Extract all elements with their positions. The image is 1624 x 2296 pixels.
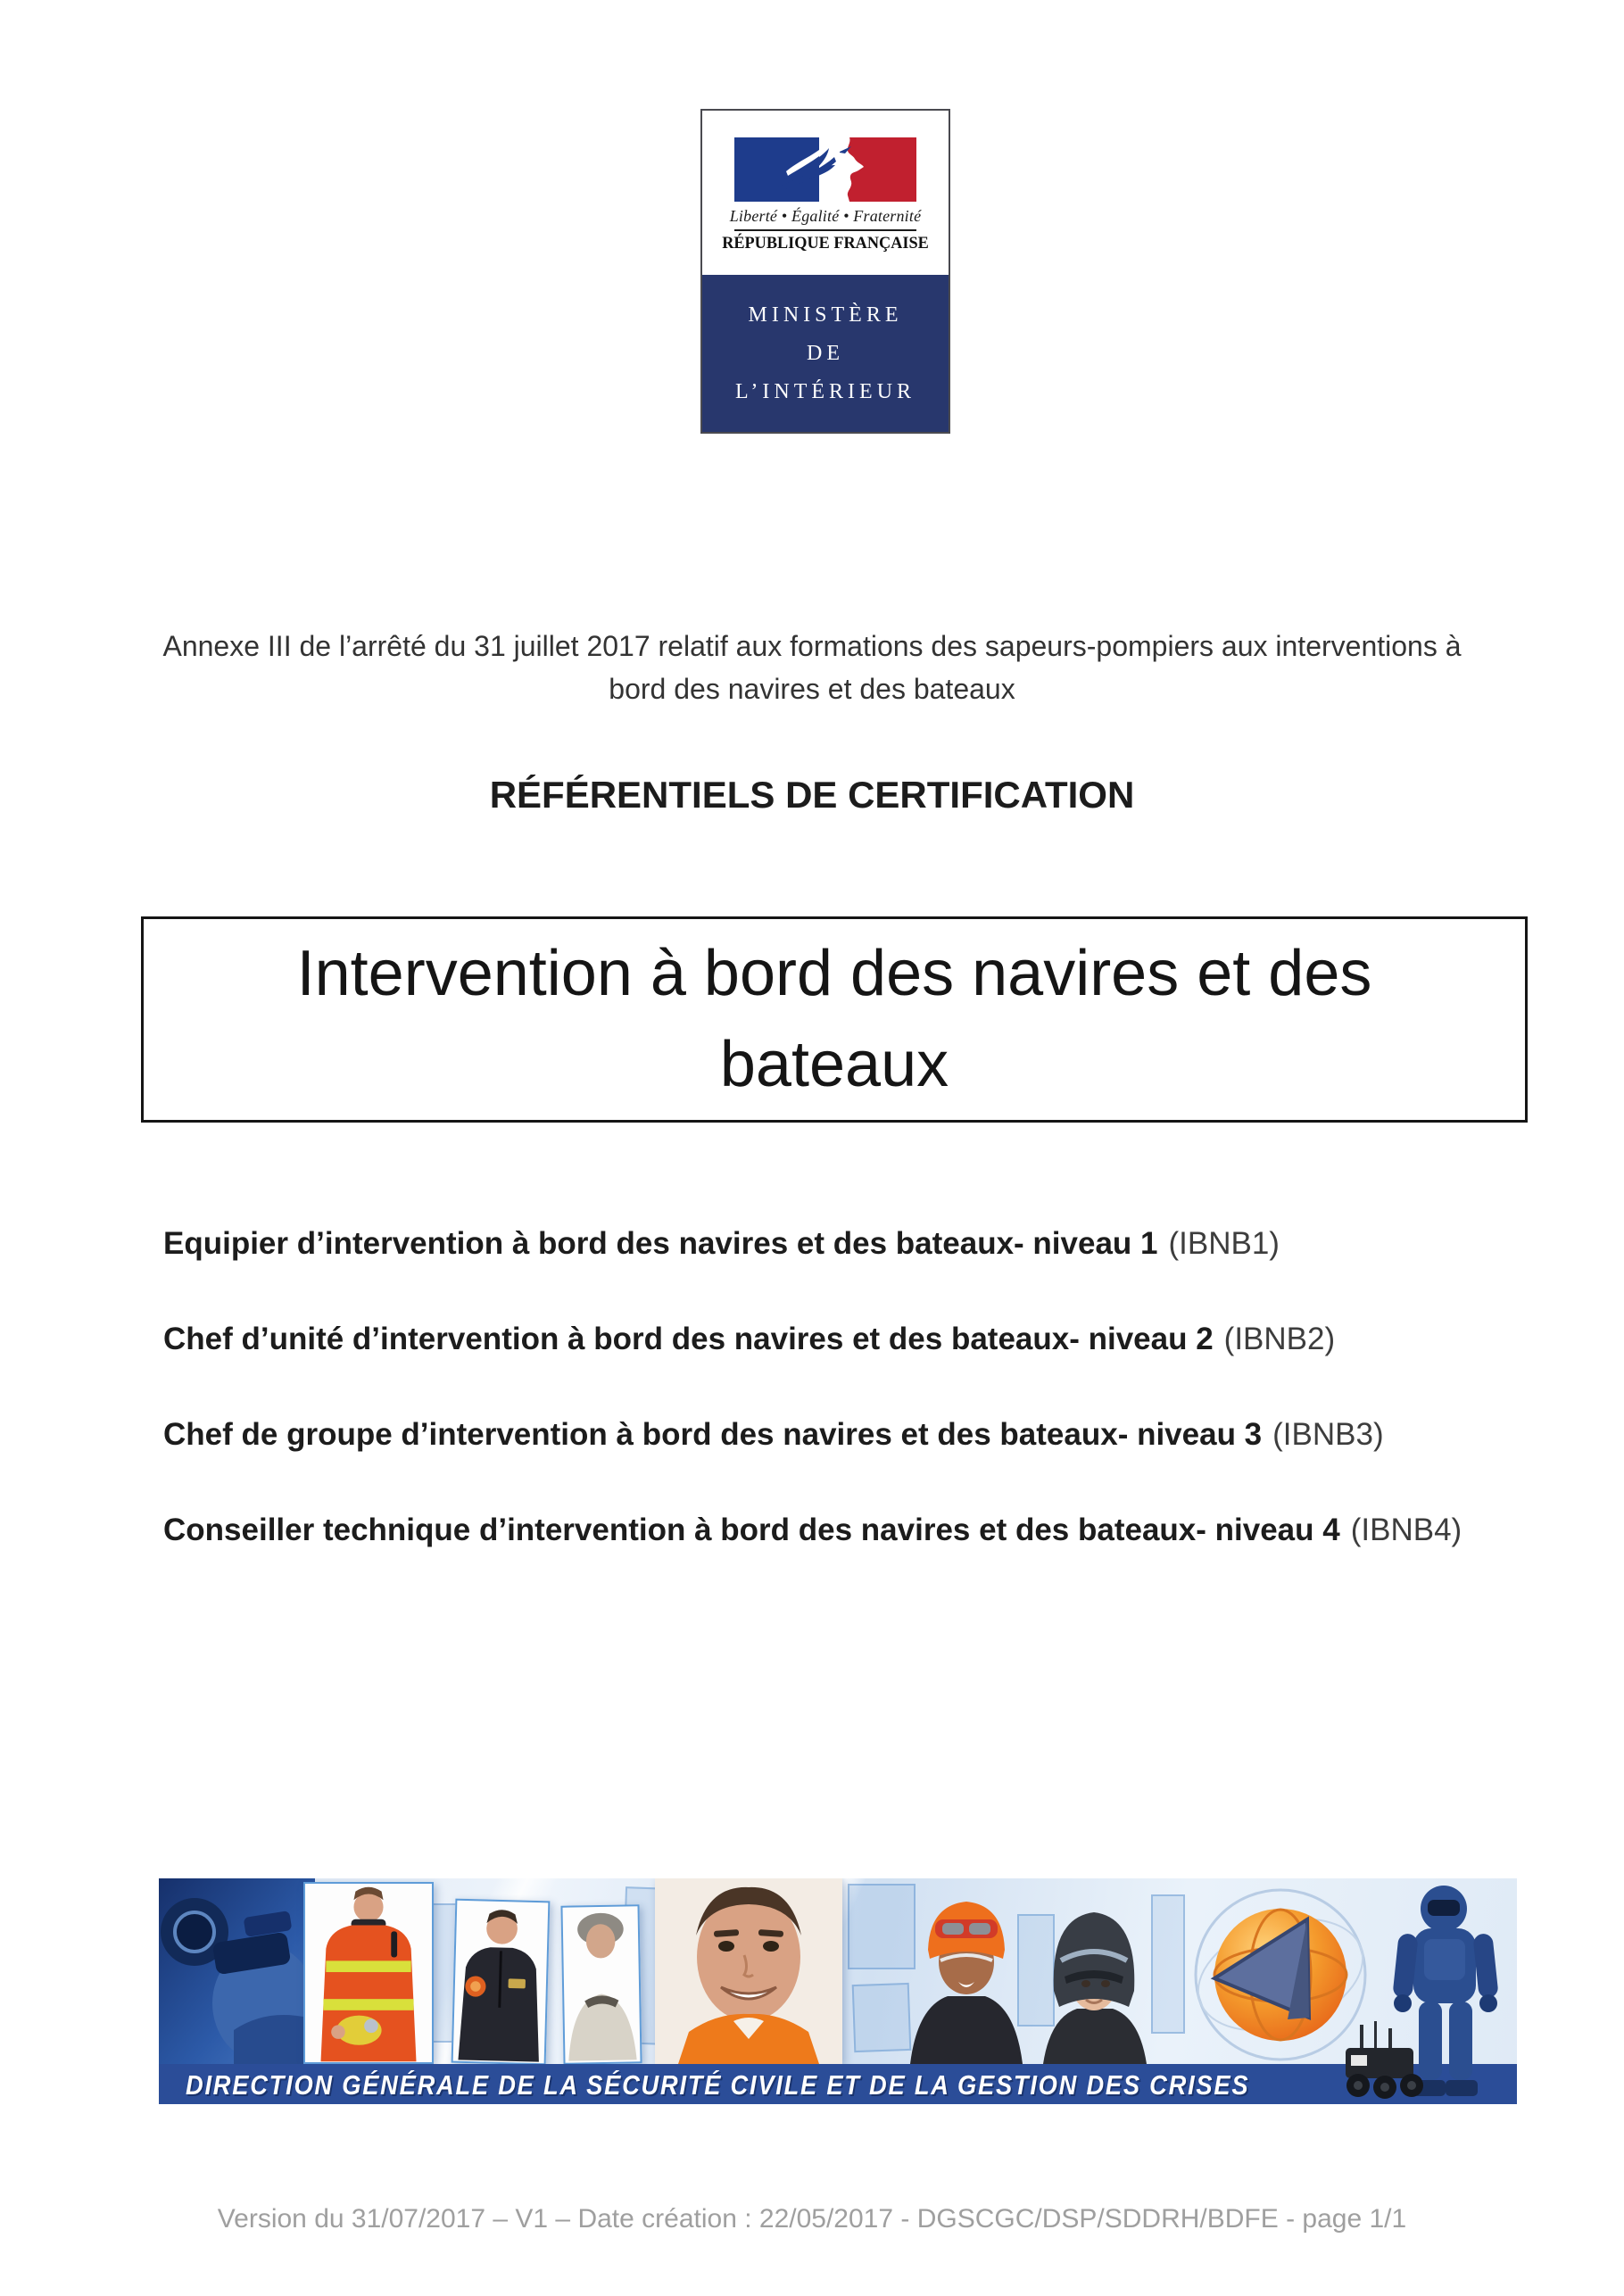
boot <box>1446 2080 1478 2096</box>
goggle-lens <box>969 1923 990 1935</box>
suit-visor <box>1428 1900 1460 1916</box>
rescuer-orange-helmet-figure <box>907 1886 1026 2064</box>
female-firefighter-figure <box>1038 1891 1150 2064</box>
ministere-interieur-logo <box>700 109 950 434</box>
backdrop-panel <box>848 1884 916 1969</box>
qualification-code: (IBNB2) <box>1223 1322 1336 1356</box>
civilian-man-photo-card <box>560 1904 642 2065</box>
helmet-lamp <box>364 2019 378 2034</box>
eye <box>1081 1980 1090 1987</box>
ministry-line: L’INTÉRIEUR <box>734 380 916 403</box>
qualification-label: Equipier d’intervention à bord des navires et des bateaux- niveau 1 <box>163 1226 1158 1261</box>
eye <box>1101 1980 1110 1987</box>
hi-vis-stripe <box>323 1999 413 2010</box>
ministry-line: DE <box>807 342 844 365</box>
qualification-label: Chef de groupe d’intervention à bord des navires et des bateaux- niveau 3 <box>163 1417 1263 1452</box>
camera-lens-inner <box>175 1912 214 1952</box>
annexe-intro-paragraph <box>0 625 1624 710</box>
robot-antenna <box>1360 2025 1363 2050</box>
backdrop-panel <box>852 1983 912 2052</box>
qualification-label: Conseiller technique d’intervention à bord des navires et des bateaux- niveau 4 <box>163 1513 1340 1547</box>
logo-upper-panel <box>702 111 949 275</box>
hi-vis-stripe <box>326 1960 410 1972</box>
suit-arm <box>1472 1933 1498 1999</box>
firefighter-collar-dark <box>1043 2009 1147 2064</box>
republique-francaise-text: RÉPUBLIQUE FRANÇAISE <box>722 234 929 253</box>
eye <box>763 1941 779 1952</box>
smiling-man-photo-card <box>655 1878 842 2064</box>
qualification-code: (IBNB1) <box>1168 1226 1280 1261</box>
hand <box>331 2025 345 2039</box>
dgscgc-banner <box>159 1878 1517 2104</box>
suit-leg <box>1449 2002 1472 2080</box>
robot-antenna <box>1374 2021 1377 2050</box>
rescuer-jacket <box>910 1996 1023 2064</box>
page-footer: Version du 31/07/2017 – V1 – Date création : 22/05/2017 - DGSCGC/DSP/SDDRH/BDFE - page 1/1 <box>217 2204 1407 2234</box>
naval-officer-figure <box>453 1901 549 2064</box>
radio <box>391 1931 397 1957</box>
robot-label <box>1351 2055 1367 2066</box>
section-heading: RÉFÉRENTIELS DE CERTIFICATION <box>489 774 1135 816</box>
rescuer-photo <box>907 1886 1026 2064</box>
ministry-name-panel <box>702 275 949 432</box>
glove <box>1394 1994 1412 2012</box>
wheel-hub <box>1407 2081 1416 2090</box>
qualification-code: (IBNB4) <box>1350 1513 1462 1547</box>
banner-caption: DIRECTION GÉNÉRALE DE LA SÉCURITÉ CIVILE ET DE LA GESTION DES CRISES <box>186 2069 1250 2101</box>
title-line-1: Intervention à bord des navires et des <box>296 938 1372 1009</box>
title-box <box>141 916 1528 1123</box>
banner-caption-bar <box>159 2064 1517 2104</box>
glove <box>1479 1994 1497 2012</box>
robot-antenna <box>1388 2028 1392 2050</box>
qualification-code: (IBNB3) <box>1272 1417 1384 1452</box>
bomb-disposal-robot <box>1333 2019 1438 2103</box>
intro-line-2: bord des navires et des bateaux <box>609 673 1015 705</box>
ministry-line: MINISTÈRE <box>748 303 903 327</box>
qualification-label: Chef d’unité d’intervention à bord des navires et des bateaux- niveau 2 <box>163 1322 1214 1356</box>
qualification-item-ibnb1 <box>163 1224 1591 1263</box>
smiling-man-figure <box>655 1878 842 2064</box>
qualification-list <box>163 1224 1591 1606</box>
civilian-man-figure <box>562 1906 640 2062</box>
marianne-flag-icon <box>734 137 916 202</box>
naval-officer-photo-card <box>452 1899 551 2066</box>
motto-divider <box>734 229 916 231</box>
night-vision-operator-collage <box>159 1878 315 2064</box>
firefighter-photo-card <box>303 1882 434 2064</box>
qualification-item-ibnb3 <box>163 1415 1591 1454</box>
wheel-hub <box>1380 2083 1389 2092</box>
qualification-item-ibnb2 <box>163 1320 1591 1358</box>
female-firefighter-photo <box>1038 1891 1150 2064</box>
wheel-hub <box>1354 2081 1363 2090</box>
title-line-2: bateaux <box>719 1029 949 1100</box>
motto-text: Liberté • Égalité • Fraternité <box>729 207 922 225</box>
eye <box>718 1941 734 1952</box>
firefighter-figure <box>305 1884 432 2062</box>
qualification-item-ibnb4 <box>163 1511 1591 1549</box>
chest-plate <box>1424 1939 1465 1980</box>
goggle-lens <box>942 1923 964 1935</box>
flag-red-block-with-profile <box>848 137 916 202</box>
intro-line-1: Annexe III de l’arrêté du 31 juillet 2017 relatif aux formations des sapeurs-pompiers aux interventions à <box>162 630 1462 662</box>
name-badge <box>508 1978 526 1988</box>
